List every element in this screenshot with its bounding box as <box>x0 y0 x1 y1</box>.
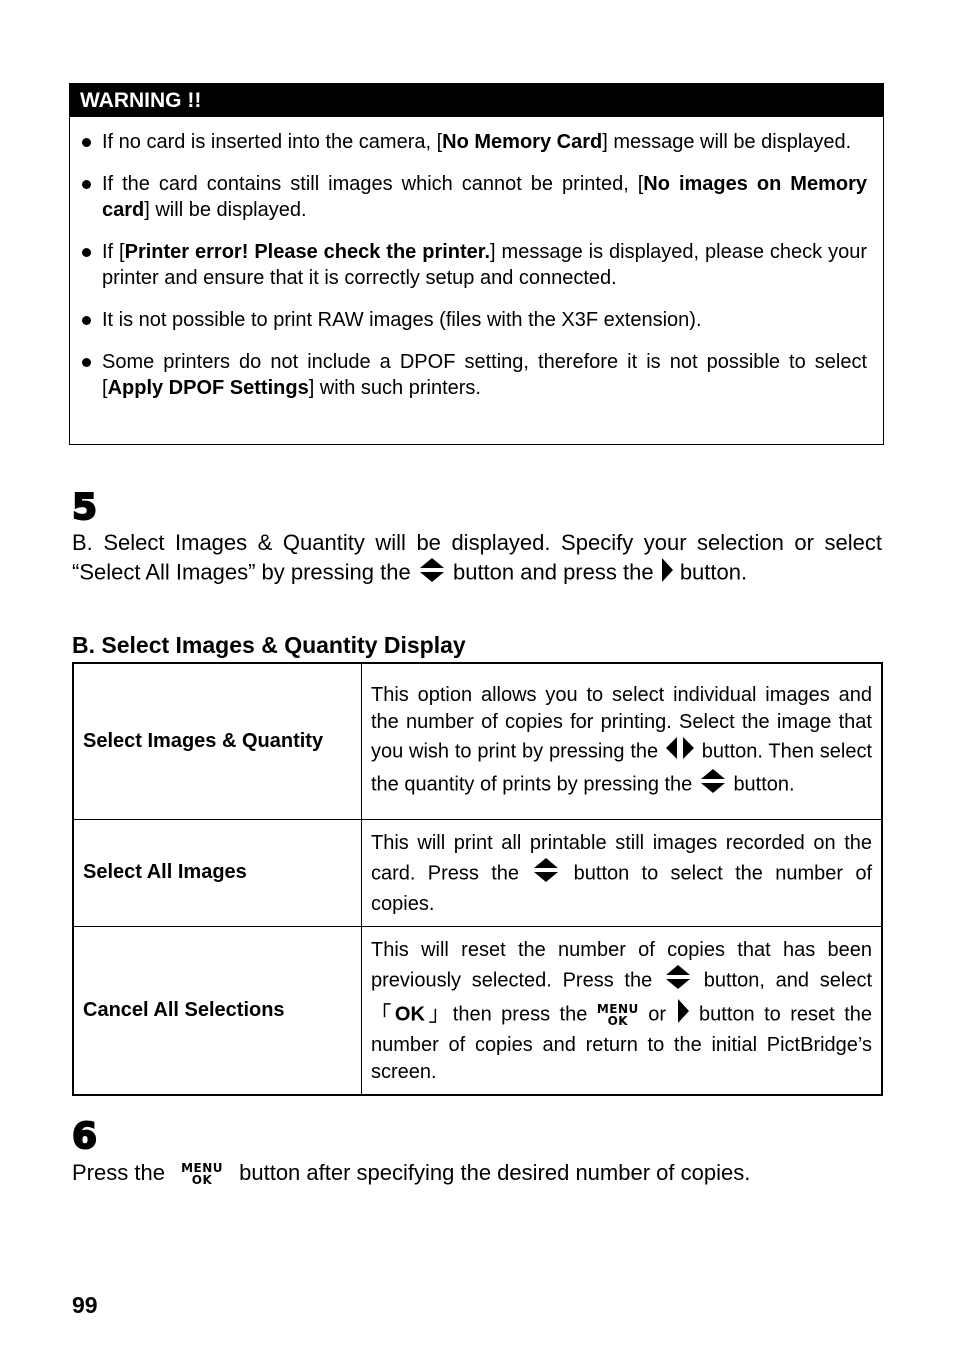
menu-ok-icon: MENU OK <box>596 1001 639 1028</box>
left-right-arrow-icon <box>664 736 696 768</box>
up-down-arrow-icon <box>663 964 693 998</box>
table-row <box>73 819 882 926</box>
warning-item: If no card is inserted into the camera, [No Memory Card] message will be displayed. <box>80 129 867 155</box>
step-6-text: Press the MENU OK button after specifying the desired number of copies. <box>72 1160 751 1188</box>
warning-list <box>70 117 883 401</box>
table-row <box>73 663 882 819</box>
menu-ok-icon: MENU OK <box>181 1161 223 1188</box>
option-description: This option allows you to select individual images and the number of copies for printing. Select the image that you wish to print by pressing the button. Then select the quantity of prints by pressing the button. <box>362 663 883 819</box>
right-arrow-icon <box>660 557 674 590</box>
table-row <box>73 926 882 1095</box>
option-name: Select All Images <box>73 819 362 926</box>
warning-item: Some printers do not include a DPOF setting, therefore it is not possible to select [Apply DPOF Settings] with such printers. <box>80 349 867 401</box>
warning-title: WARNING !! <box>70 84 883 117</box>
step-5-number: 5 <box>72 487 97 528</box>
up-down-arrow-icon <box>698 768 728 802</box>
right-arrow-icon <box>676 998 690 1032</box>
section-title: B. Select Images & Quantity Display <box>72 632 466 658</box>
page-number: 99 <box>72 1292 98 1318</box>
up-down-arrow-icon <box>417 557 447 590</box>
step-6-number: 6 <box>72 1116 97 1157</box>
option-description: This will reset the number of copies that has been previously selected. Press the button, and select 「OK」then press the MENU OK or button to reset the number of copies and return to the initial PictBridge’s screen. <box>362 926 883 1095</box>
option-name: Cancel All Selections <box>73 926 362 1095</box>
up-down-arrow-icon <box>531 857 561 891</box>
warning-item: If [Printer error! Please check the printer.] message is displayed, please check your printer and ensure that it is correctly setup and connected. <box>80 239 867 291</box>
warning-item: If the card contains still images which cannot be printed, [No images on Memory card] will be displayed. <box>80 171 867 223</box>
warning-box <box>69 83 884 445</box>
warning-item: It is not possible to print RAW images (files with the X3F extension). <box>80 307 867 333</box>
step-5-text: B. Select Images & Quantity will be displayed. Specify your selection or select “Select All Images” by pressing the button and press the button. <box>72 528 882 590</box>
option-description: This will print all printable still images recorded on the card. Press the button to select the number of copies. <box>362 819 883 926</box>
ok-label: 「OK」 <box>371 1002 453 1025</box>
option-name: Select Images & Quantity <box>73 663 362 819</box>
options-table <box>72 662 883 1096</box>
